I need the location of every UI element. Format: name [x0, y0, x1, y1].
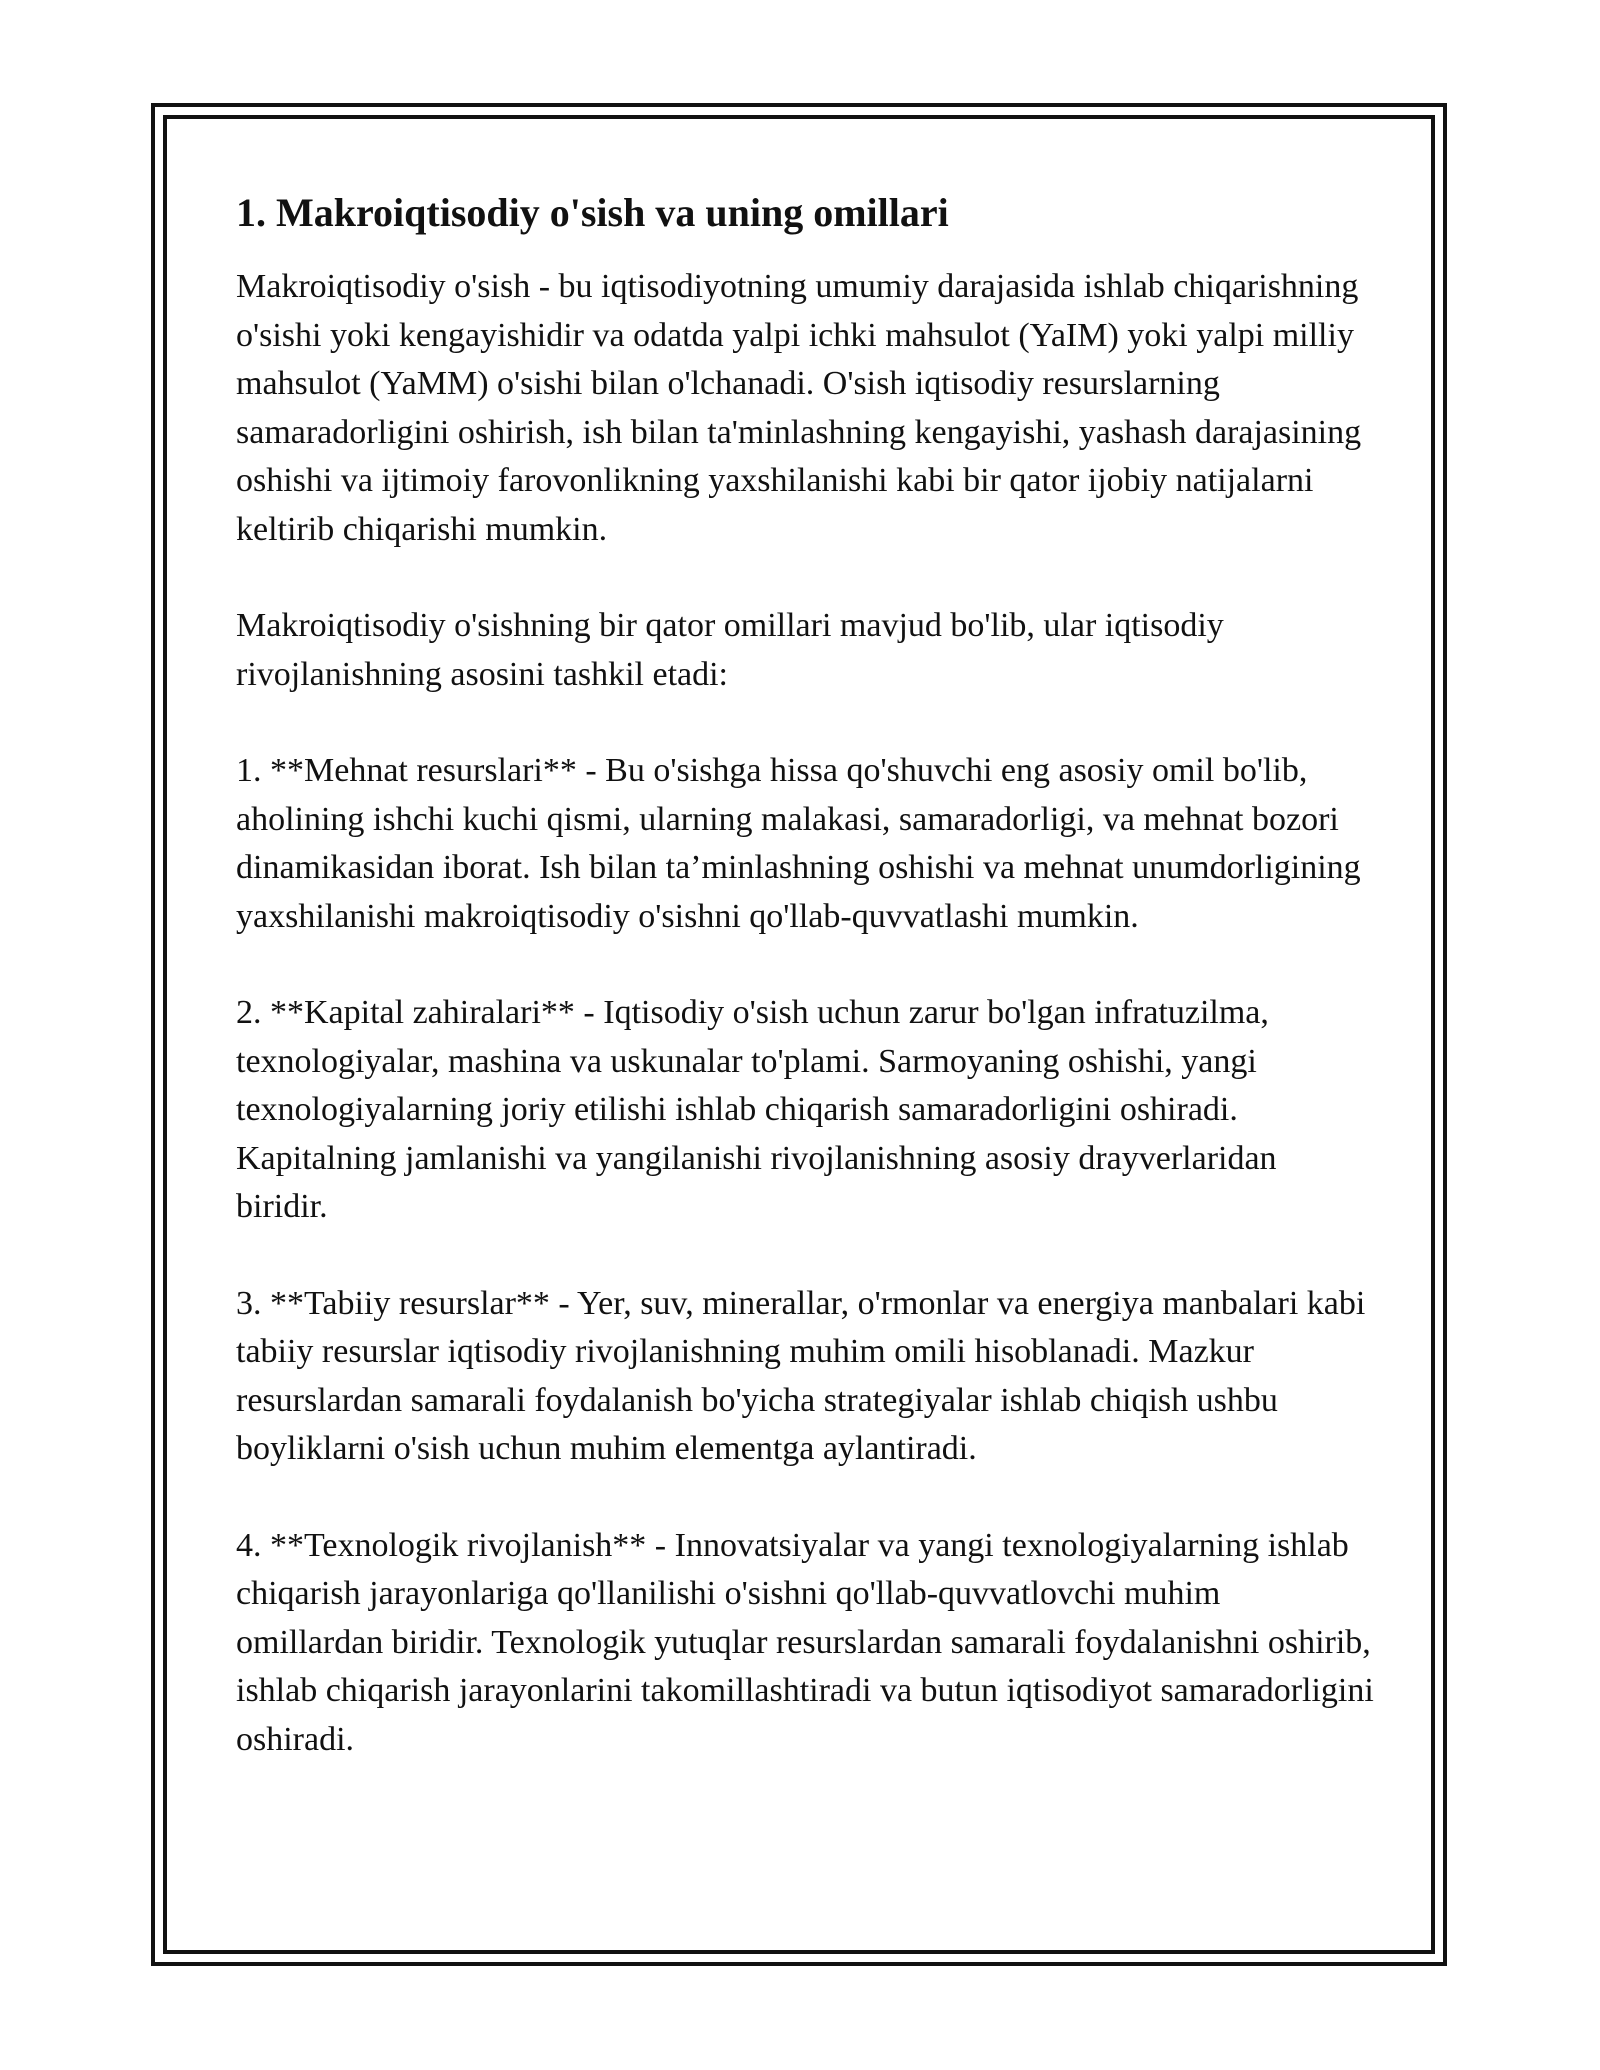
section-heading: 1. Makroiqtisodiy o'sish va uning omillari — [236, 190, 949, 235]
factors-intro-paragraph: Makroiqtisodiy o'sishning bir qator omillari mavjud bo'lib, ular iqtisodiy rivojlanishning asosini tashkil etadi: — [236, 607, 1224, 693]
factor-natural-resources-paragraph: 3. **Tabiiy resurslar** - Yer, suv, minerallar, o'rmonlar va energiya manbalari kabi tabiiy resurslar iqtisodiy rivojlanishning muhim omili hisoblanadi. Mazkur resurslardan samarali foydalanish bo'yicha strategiyalar ishlab chiqish ushbu boyliklarni o'sish uchun muhim elementga aylantiradi. — [236, 1284, 1366, 1467]
factor-capital-paragraph: 2. **Kapital zahiralari** - Iqtisodiy o'sish uchun zarur bo'lgan infratuzilma, texnologiyalar, mashina va uskunalar to'plami. Sarmoyaning oshishi, yangi texnologiyalarning joriy etilishi ishlab chiqarish samaradorligini oshiradi. Kapitalning jamlanishi va yangilanishi rivojlanishning asosiy drayverlaridan biridir. — [236, 994, 1277, 1225]
intro-paragraph: Makroiqtisodiy o'sish - bu iqtisodiyotning umumiy darajasida ishlab chiqarishning o'sishi yoki kengayishidir va odatda yalpi ichki mahsulot (YaIM) yoki yalpi milliy mahsulot (YaMM) o'sishi bilan o'lchanadi. O'sish iqtisodiy resurslarning samaradorligini oshirish, ish bilan ta'minlashning kengayishi, yashash darajasining oshishi va ijtimoiy farovonlikning yaxshilanishi kabi bir qator ijobiy natijalarni keltirib chiqarishi mumkin. — [236, 268, 1362, 548]
document-body — [236, 185, 1376, 1812]
factor-labor-paragraph: 1. **Mehnat resurslari** - Bu o'sishga hissa qo'shuvchi eng asosiy omil bo'lib, aholining ishchi kuchi qismi, ularning malakasi, samaradorligi, va mehnat bozori dinamikasidan iborat. Ish bilan ta’minlashning oshishi va mehnat unumdorligining yaxshilanishi makroiqtisodiy o'sishni qo'llab-quvvatlashi mumkin. — [236, 752, 1361, 935]
factor-technology-paragraph: 4. **Texnologik rivojlanish** - Innovatsiyalar va yangi texnologiyalarning ishlab chiqarish jarayonlariga qo'llanilishi o'sishni qo'llab-quvvatlovchi muhim omillardan biridir. Texnologik yutuqlar resurslardan samarali foydalanishni oshirib, ishlab chiqarish jarayonlarini takomillashtiradi va butun iqtisodiyot samaradorligini oshiradi. — [236, 1526, 1374, 1758]
